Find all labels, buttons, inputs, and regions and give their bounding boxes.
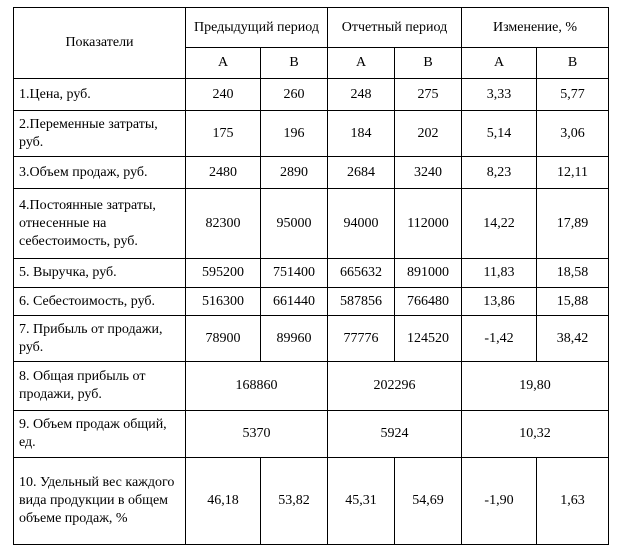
cell: 175 <box>186 111 261 157</box>
header-reporting-period: Отчетный период <box>328 8 462 48</box>
row-label: 2.Переменные затраты, руб. <box>14 111 186 157</box>
cell: 196 <box>261 111 328 157</box>
merged-cell: 202296 <box>328 362 462 411</box>
indicators-table <box>13 7 609 545</box>
cell: 89960 <box>261 316 328 362</box>
table-row <box>14 259 609 288</box>
header-sub: В <box>395 48 462 79</box>
cell: 248 <box>328 79 395 111</box>
merged-cell: 5370 <box>186 411 328 458</box>
cell: 587856 <box>328 288 395 316</box>
cell: 15,88 <box>537 288 609 316</box>
header-sub: А <box>462 48 537 79</box>
merged-cell: 19,80 <box>462 362 609 411</box>
header-sub: А <box>328 48 395 79</box>
cell: 5,14 <box>462 111 537 157</box>
row-label: 6. Себестоимость, руб. <box>14 288 186 316</box>
header-change: Изменение, % <box>462 8 609 48</box>
cell: 3240 <box>395 157 462 189</box>
table-row <box>14 79 609 111</box>
cell: 275 <box>395 79 462 111</box>
header-sub: В <box>261 48 328 79</box>
cell: 45,31 <box>328 458 395 545</box>
row-label: 10. Удельный вес каждого вида продукции в общем объеме продаж, % <box>14 458 186 545</box>
cell: 54,69 <box>395 458 462 545</box>
cell: 18,58 <box>537 259 609 288</box>
cell: 240 <box>186 79 261 111</box>
table-row <box>14 189 609 259</box>
cell: -1,90 <box>462 458 537 545</box>
cell: 53,82 <box>261 458 328 545</box>
cell: 516300 <box>186 288 261 316</box>
cell: 112000 <box>395 189 462 259</box>
row-label: 3.Объем продаж, руб. <box>14 157 186 189</box>
cell: 95000 <box>261 189 328 259</box>
cell: 12,11 <box>537 157 609 189</box>
cell: 2890 <box>261 157 328 189</box>
cell: 202 <box>395 111 462 157</box>
cell: 665632 <box>328 259 395 288</box>
header-indicators: Показатели <box>14 8 186 79</box>
cell: 751400 <box>261 259 328 288</box>
merged-cell: 10,32 <box>462 411 609 458</box>
row-label: 5. Выручка, руб. <box>14 259 186 288</box>
table-row <box>14 316 609 362</box>
cell: -1,42 <box>462 316 537 362</box>
cell: 14,22 <box>462 189 537 259</box>
row-label: 7. Прибыль от продажи, руб. <box>14 316 186 362</box>
cell: 891000 <box>395 259 462 288</box>
cell: 46,18 <box>186 458 261 545</box>
row-label: 8. Общая прибыль от продажи, руб. <box>14 362 186 411</box>
cell: 124520 <box>395 316 462 362</box>
row-label: 4.Постоянные затраты, отнесенные на себестоимость, руб. <box>14 189 186 259</box>
row-label: 9. Объем продаж общий, ед. <box>14 411 186 458</box>
cell: 5,77 <box>537 79 609 111</box>
header-row-1 <box>14 8 609 48</box>
cell: 11,83 <box>462 259 537 288</box>
cell: 8,23 <box>462 157 537 189</box>
row-label: 1.Цена, руб. <box>14 79 186 111</box>
merged-cell: 168860 <box>186 362 328 411</box>
cell: 78900 <box>186 316 261 362</box>
header-previous-period: Предыдущий период <box>186 8 328 48</box>
table-row <box>14 362 609 411</box>
cell: 661440 <box>261 288 328 316</box>
merged-cell: 5924 <box>328 411 462 458</box>
table-row <box>14 157 609 189</box>
cell: 17,89 <box>537 189 609 259</box>
table-row <box>14 288 609 316</box>
cell: 77776 <box>328 316 395 362</box>
header-sub: В <box>537 48 609 79</box>
cell: 260 <box>261 79 328 111</box>
cell: 1,63 <box>537 458 609 545</box>
header-sub: А <box>186 48 261 79</box>
cell: 94000 <box>328 189 395 259</box>
cell: 13,86 <box>462 288 537 316</box>
cell: 2684 <box>328 157 395 189</box>
cell: 38,42 <box>537 316 609 362</box>
cell: 2480 <box>186 157 261 189</box>
cell: 595200 <box>186 259 261 288</box>
cell: 3,33 <box>462 79 537 111</box>
cell: 184 <box>328 111 395 157</box>
cell: 3,06 <box>537 111 609 157</box>
table-row <box>14 411 609 458</box>
cell: 82300 <box>186 189 261 259</box>
table-row <box>14 111 609 157</box>
table-row <box>14 458 609 545</box>
cell: 766480 <box>395 288 462 316</box>
